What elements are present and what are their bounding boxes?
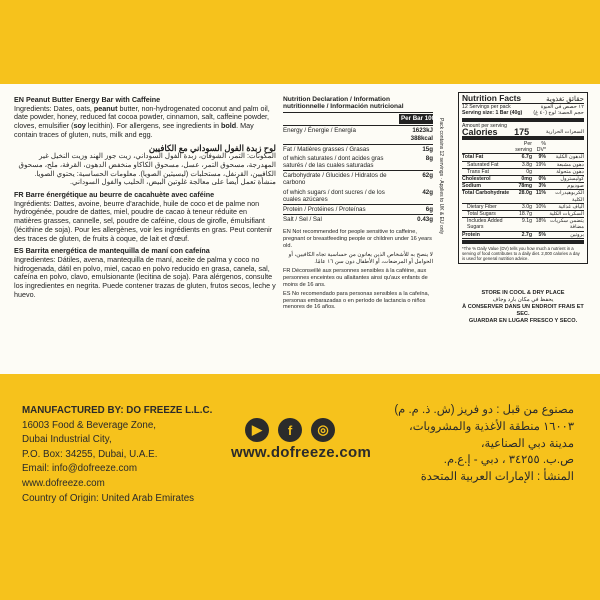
nutrition-facts-title-ar: حقائق تغذوية <box>546 96 584 103</box>
dv-header: % DV* <box>536 141 546 154</box>
manufacturer-info <box>22 404 262 506</box>
ingredients-es-text: Ingredientes: Dátiles, avena, mantequilla de maní, aceite de palma y coco no hidrogenada, dátil en polvo, miel, cacao en polvo reducido en grasa, canela, sal, cafeína en polvo, clavo, emulsionante (lecitina de soja). Para alérgenos, consulte los ingredientes en negrita. Puede contener trazas de gluten, frutos secos, leche y huevo. <box>14 254 276 299</box>
caffeine-notes <box>283 229 433 311</box>
nutrition-facts-ar: ألياف غذائية <box>558 203 584 210</box>
ingredients-es <box>14 247 276 299</box>
nutrition-declaration <box>283 96 439 314</box>
nutrition-facts-row <box>462 169 584 176</box>
nutrition-facts-ar: بروتين <box>570 231 584 238</box>
nutrition-facts-dv <box>534 211 548 217</box>
manufacturer-line: 16003 Food & Beverage Zone, <box>22 419 156 431</box>
nutrition-facts-dv: 0% <box>538 176 546 183</box>
storage-ar: يحفظ في مكان بارد وجاف <box>492 297 554 303</box>
manufacturer-heading: MANUFACTURED BY: DO FREEZE L.L.C. <box>22 405 213 416</box>
storage-instructions <box>458 290 588 325</box>
nutrition-facts-row <box>462 162 584 169</box>
manufacturer-line-ar: ص.ب. ٣٤٢٥٥ ، دبي - إ.ع.م. <box>443 454 574 467</box>
energy-label: Energy / Énergie / Energía <box>283 125 396 144</box>
nutrition-facts-ar: السكريات الكلية <box>549 211 584 218</box>
nutrient-value: 0.43g <box>396 215 433 225</box>
per-bar-header: Per Bar 100g <box>401 115 439 123</box>
nutrition-facts-row <box>462 232 584 239</box>
nutrition-facts-ar: دهون متحولة <box>556 168 584 175</box>
nutrition-facts-g: 3.8g <box>521 161 532 168</box>
nutrition-facts-ar: الكربوهيدرات الكلية <box>555 190 584 203</box>
nutrient-label: Fat / Matières grasses / Grasas <box>283 144 396 154</box>
ingredients-ar-title: لوح زبدة الفول السوداني مع الكافيين <box>148 142 276 153</box>
nutrition-facts-rows <box>462 154 584 238</box>
manufacturer-line: www.dofreeze.com <box>22 477 105 489</box>
manufacturer-line: Country of Origin: United Arab Emirates <box>22 492 195 504</box>
nutrition-facts-en: Saturated Fat <box>467 161 499 168</box>
nutrition-facts-g: 28.0g <box>518 190 532 197</box>
serving-size: Serving size: 1 Bar (40g) <box>462 110 523 117</box>
nutrition-facts-g: 0g <box>526 168 532 175</box>
nutrient-label: of which saturates / dont acides gras saturés / de las cuales saturadas <box>283 154 384 170</box>
nutrition-facts-g: 3.0g <box>521 203 532 210</box>
manufacturer-line: Email: info@dofreeze.com <box>22 463 138 475</box>
nutrition-facts-dv: 9% <box>538 154 546 161</box>
nutrition-facts-dv: 10% <box>535 203 546 210</box>
storage-en: STORE IN COOL & DRY PLACE <box>481 290 565 296</box>
energy-kcal: 388kcal <box>410 134 433 142</box>
caffeine-note-fr: FR Déconseillé aux personnes sensibles à la caféine, aux personnes enceintes ou allaitantes ainsi qu'aux enfants de moins de 16 ans. <box>283 268 428 288</box>
nutrition-facts-row <box>462 211 584 218</box>
nutrition-facts-en: Total Carbohydrate <box>462 190 510 197</box>
nutrition-facts-row <box>462 183 584 190</box>
ingredients-fr <box>14 191 276 243</box>
pack-servings-note: Pack contains 12 servings · Applies to UK & EU only <box>438 118 444 235</box>
nutrition-facts <box>458 92 588 264</box>
nutrition-declaration-row <box>283 144 433 154</box>
nutrition-facts-en: Total Fat <box>462 154 484 161</box>
nutrition-facts-ar: الدهون الكلية <box>555 154 584 161</box>
energy-row <box>283 125 433 144</box>
caffeine-note-en: EN Not recommended for people sensitive to caffeine, pregnant or breastfeeding people or children under 16 years old. <box>283 229 432 249</box>
nutrition-facts-en: Sodium <box>462 183 482 190</box>
nutrient-label: Salt / Sel / Sal <box>283 215 396 225</box>
calories-row <box>462 126 584 137</box>
nutrition-facts-row <box>462 176 584 183</box>
storage-es: GUARDAR EN LUGAR FRESCO Y SECO. <box>468 318 578 324</box>
nutrition-facts-g: 18.7g <box>519 211 532 218</box>
nutrition-declaration-row <box>283 171 433 188</box>
ingredients-en: EN Peanut Butter Energy Bar with Caffeine Ingredients: Dates, oats, peanut butter, non-hydrogenated coconut and palm oil, date powder, honey, reduced fat cocoa powder, cinnamon, salt, caffeine powder, cloves, emulsifier (soy lecithin). For allergens, see ingredients in bold. May contain traces of gluten, nuts, milk and egg. <box>14 96 276 140</box>
calories-label: Calories <box>462 126 498 137</box>
ingredients-section <box>14 96 276 303</box>
nutrition-facts-g: 2.7g <box>521 231 532 238</box>
nutrient-label: of which sugars / dont sucres / de los cuales azúcares <box>283 188 385 203</box>
nutrition-facts-en: Trans Fat <box>467 168 490 175</box>
ingredients-es-title: ES Barrita energética de mantequilla de maní con cafeína <box>14 246 210 256</box>
nutrient-value: 8g <box>425 154 433 162</box>
servings-per-pack-ar: ١٢ حصص في العبوة <box>540 104 584 111</box>
nutrition-facts-en: Cholesterol <box>462 176 491 183</box>
nutrition-facts-g: 6.7g <box>521 154 532 161</box>
nutrition-facts-g: 0mg <box>521 176 532 183</box>
ingredients-ar <box>14 144 276 188</box>
energy-kj: 1623kJ <box>412 126 433 134</box>
nutrient-value: 6g <box>396 205 433 215</box>
ingredients-fr-title: FR Barre énergétique au beurre de cacahuète avec caféine <box>14 190 215 200</box>
nutrition-declaration-rows <box>283 144 433 224</box>
nutrition-facts-ar: كوليسترول <box>560 176 584 183</box>
nutrition-facts-en: Includes Added Sugars <box>467 218 503 231</box>
manufacturer-line-ar: ١٦٠٠٣ منطقة الأغذية والمشروبات، <box>409 420 574 433</box>
nutrition-declaration-row <box>283 188 433 205</box>
instagram-icon[interactable]: ◎ <box>311 418 335 442</box>
nutrition-facts-row <box>462 204 584 211</box>
manufacturer-line-ar: المنشأ : الإمارات العربية المتحدة <box>420 471 574 484</box>
nutrient-value: 62g <box>396 171 433 188</box>
nutrition-facts-ar: دهون مشبعة <box>556 161 584 168</box>
facebook-icon[interactable]: f <box>278 418 302 442</box>
servings-per-pack: 12 Servings per pack <box>462 104 511 111</box>
amount-per-serving: Amount per serving <box>462 122 507 129</box>
nutrient-value: 42g <box>422 188 433 196</box>
nutrition-facts-en: Protein <box>462 231 480 238</box>
manufacturer-info-ar <box>354 402 574 486</box>
ingredients-ar-text: المكونات: التمر، الشوفان، زبدة الفول السوداني، زيت جوز الهند وزيت النخيل غير المهدرجة، مسحوق التمر، عسل، مسحوق الكاكاو منخفض الدهون، القرفة، ملح، مسحوق الكافيين، القرنفل، مستحلبات (ليسيثين الصويا). معلومات الحساسية: يحتوي الصويا. منشأة تعمل أيضا على معالجة غلوتين البيض، الحليب والفول السوداني. <box>18 151 276 187</box>
nutrition-facts-en: Total Sugars <box>467 211 496 218</box>
social-icons <box>245 418 335 442</box>
website-link[interactable]: www.dofreeze.com <box>231 444 372 461</box>
daily-value-footnote: *The % Daily Value (DV) tells you how much a nutrient in a serving of food contributes to a daily diet. 2,000 calories a day is used for general nutrition advice. <box>462 245 580 261</box>
nutrition-facts-dv: 18% <box>535 218 546 225</box>
nutrition-facts-dv: 11% <box>535 190 546 197</box>
nutrition-facts-dv: 3% <box>538 183 546 190</box>
nutrient-value: 15g <box>396 144 433 154</box>
nutrition-facts-dv: 19% <box>535 161 546 168</box>
nutrition-declaration-table <box>283 113 439 224</box>
nutrition-facts-g: 78mg <box>518 183 532 190</box>
manufacturer-line: Dubai Industrial City, <box>22 434 112 446</box>
calories-value: 175 <box>514 126 530 137</box>
manufacturer-line-ar: مدينة دبي الصناعية، <box>480 437 574 450</box>
manufacturer-line: P.O. Box: 34255, Dubai, U.A.E. <box>22 448 158 460</box>
nutrition-facts-row <box>462 218 584 231</box>
nutrition-facts-en: Dietary Fiber <box>467 203 497 210</box>
ingredients-fr-text: Ingrédients: Dattes, avoine, beurre d'arachide, huile de coco et de palme non hydrogénée, poudre de dattes, miel, poudre de cacao à teneur réduite en matières grasses, cannelle, sel, poudre de caféine, clous de girofle, émulsifiant (lécithine de soja). Pour les allergènes, voir les ingrédients en gras. Peut contenir des traces de gluten, de fruits à coque, de lait et d'œuf. <box>14 198 273 243</box>
nutrition-facts-row <box>462 154 584 161</box>
serving-size-ar: حجم الحصة: لوح (٤٠ غ) <box>533 110 584 117</box>
caffeine-note-es: ES No recomendado para personas sensibles a la cafeína, personas embarazadas o en período de lactancia o niños menores de 16 años. <box>283 291 430 311</box>
manufacturer-line-ar: مصنوع من قبل : دو فريز (ش. ذ. م. م) <box>394 404 574 416</box>
nutrition-facts-ar: صوديوم <box>567 183 584 190</box>
nutrition-facts-row <box>462 190 584 203</box>
storage-fr: À CONSERVER DANS UN ENDROIT FRAIS ET SEC. <box>462 304 584 317</box>
nutrition-declaration-row <box>283 205 433 215</box>
nutrition-declaration-row <box>283 154 433 171</box>
youtube-icon[interactable]: ▶ <box>245 418 269 442</box>
nutrition-facts-title: Nutrition Facts <box>462 93 522 103</box>
ingredients-en-title: EN Peanut Butter Energy Bar with Caffeine <box>14 95 161 104</box>
calories-label-ar: السعرات الحرارية <box>545 128 584 135</box>
nutrient-label: Carbohydrate / Glucides / Hidratos de carbono <box>283 171 396 188</box>
per-serving-header: Per serving <box>515 141 532 154</box>
nutrition-declaration-title: Nutrition Declaration / Information nutritionnelle / Información nutricional <box>283 96 433 113</box>
caffeine-note-ar: لا ينصح به للأشخاص الذين يعانون من حساسية تجاه الكافيين، أو الحوامل أو المرضعات، أو الأطفال دون سن ١٦ عامًا. <box>288 252 433 265</box>
nutrient-label: Protein / Protéines / Proteínas <box>283 205 396 215</box>
nutrition-facts-g: 9.1g <box>521 218 532 225</box>
nutrition-facts-dv: 5% <box>538 231 546 238</box>
nutrition-declaration-row <box>283 215 433 225</box>
nutrition-facts-dv <box>534 169 548 175</box>
nutrition-facts-column-headers <box>462 141 584 154</box>
nutrition-facts-ar: يتضمن سكريات مضافة <box>550 218 584 231</box>
